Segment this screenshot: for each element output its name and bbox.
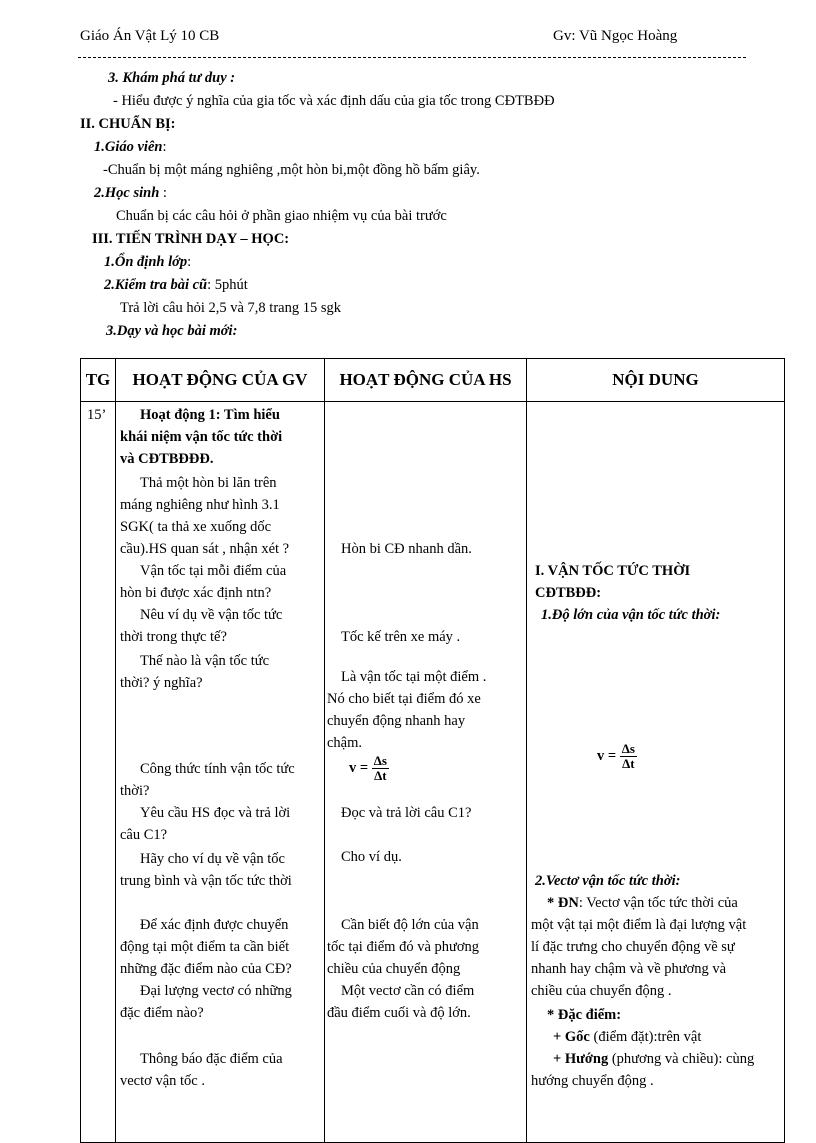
gv-hd1-a: Hoạt động 1: Tìm hiểu [140, 407, 280, 423]
tg-cell [81, 402, 116, 1143]
gv-line: đặc điểm nào? [120, 1005, 204, 1021]
col-header-tg: TG [81, 359, 116, 402]
gv-line: trung bình và vận tốc tức thời [120, 873, 292, 889]
nd-h1: I. VẬN TỐC TỨC THỜI [535, 563, 691, 579]
hs-formula-v: v = [349, 759, 369, 776]
step-2 [104, 277, 248, 294]
gv-line: Vận tốc tại mỗi điểm của [140, 563, 287, 579]
nd-h1b: CĐTBĐĐ: [535, 585, 602, 601]
hs-line: tốc tại điểm đó và phương [327, 939, 480, 955]
gv-line: thời? [120, 783, 150, 799]
step-2-text: Trả lời câu hỏi 2,5 và 7,8 trang 15 sgk [120, 300, 341, 316]
gv-line: Để xác định được chuyển [140, 917, 289, 933]
gv-line: thời trong thực tế? [120, 629, 227, 645]
nd-dn-label: * ĐN [547, 895, 579, 911]
gv-line: thời? ý nghĩa? [120, 675, 203, 691]
step-1 [104, 254, 191, 271]
hs-line: Là vận tốc tại một điểm . [341, 669, 487, 685]
gv-line: Nêu ví dụ về vận tốc tức [140, 607, 283, 623]
nd-formula-den: Δt [622, 756, 635, 771]
table-header-row [81, 359, 785, 402]
gv-line: câu C1? [120, 827, 168, 843]
step-2-title: 2.Kiểm tra bài cũ [104, 277, 208, 293]
gv-line: cầu).HS quan sát , nhận xét ? [120, 541, 290, 557]
gv-line: hòn bi được xác định ntn? [120, 585, 272, 601]
hs-line: Một vectơ cần có điểm [341, 983, 475, 999]
nd-huong-label: + Hướng [553, 1051, 609, 1067]
nd-huong-text: (phương và chiều): cùng [608, 1051, 755, 1067]
hs-formula-num: Δs [373, 753, 387, 768]
section-3-title: III. TIẾN TRÌNH DẠY – HỌC: [92, 231, 290, 247]
col-header-nd: NỘI DUNG [527, 359, 785, 402]
gv-line: SGK( ta thả xe xuống dốc [120, 519, 272, 535]
hs-title: 2.Học sinh [94, 185, 160, 201]
gv-line: máng nghiêng như hình 3.1 [120, 497, 280, 513]
gv-line: động tại một điểm ta cần biết [120, 939, 290, 955]
step-1-title: 1.Ổn định lớp [104, 254, 188, 270]
gv-line: vectơ vận tốc . [120, 1073, 205, 1089]
gv-heading [94, 139, 167, 156]
hs-text: Chuẩn bị các câu hỏi ở phần giao nhiệm vụ của bài trước [116, 208, 447, 224]
gv-colon: : [162, 139, 167, 155]
nd-goc-label: + Gốc [553, 1029, 590, 1045]
nd-line: chiều của chuyển động . [531, 983, 672, 999]
hs-line: chiều của chuyển động [327, 961, 461, 977]
hs-line: Nó cho biết tại điểm đó xe [327, 691, 481, 707]
gv-line: Công thức tính vận tốc tức [140, 761, 295, 777]
nd-goc-text: (điểm đặt):trên vật [589, 1029, 702, 1045]
gv-line: những đặc điểm nào của CĐ? [120, 961, 292, 977]
step-1-colon: : [187, 254, 192, 270]
gv-hd1-c: và CĐTBĐĐĐ. [120, 451, 214, 467]
hs-formula [349, 754, 389, 783]
nd-dd: * Đặc điểm: [547, 1007, 622, 1023]
nd-cell [527, 402, 785, 1143]
hs-line: chậm. [327, 735, 363, 751]
nd-h2: 1.Độ lớn của vận tốc tức thời: [541, 607, 721, 623]
hs-heading [94, 185, 167, 202]
gv-line: Thông báo đặc điểm của [140, 1051, 283, 1067]
nd-dn [547, 892, 738, 914]
table-row [81, 402, 785, 1143]
lesson-table [80, 358, 785, 1143]
hs-line: chuyển động nhanh hay [327, 713, 466, 729]
kp-text: - Hiểu được ý nghĩa của gia tốc và xác định dấu của gia tốc trong CĐTBĐĐ [113, 93, 555, 109]
gv-hd1-b: khái niệm vận tốc tức thời [120, 429, 283, 445]
gv-line: Thế nào là vận tốc tức [140, 653, 270, 669]
nd-formula-num: Δs [621, 741, 635, 756]
nd-formula [597, 742, 637, 771]
nd-line: lí đặc trưng cho chuyển động về sự [531, 939, 735, 955]
nd-line: nhanh hay chậm và về phương và [531, 961, 727, 977]
hs-line: Tốc kế trên xe máy . [341, 629, 461, 645]
gv-cell [116, 402, 325, 1143]
gv-line: Hãy cho ví dụ về vận tốc [140, 851, 285, 867]
gv-text: -Chuẩn bị một máng nghiêng ,một hòn bi,một đồng hồ bấm giây. [103, 162, 480, 178]
gv-line: Yêu cầu HS đọc và trả lời [140, 805, 291, 821]
gv-title: 1.Giáo viên [94, 139, 163, 155]
hs-cell [325, 402, 527, 1143]
header-left: Giáo Án Vật Lý 10 CB [80, 28, 220, 44]
step-3-title: 3.Dạy và học bài mới: [106, 323, 238, 339]
header-rule [78, 57, 746, 58]
nd-h3: 2.Vectơ vận tốc tức thời: [535, 873, 681, 889]
hs-line: Cần biết độ lớn của vận [341, 917, 479, 933]
hs-colon: : [159, 185, 167, 201]
tg-value: 15’ [87, 407, 107, 423]
col-header-hs: HOẠT ĐỘNG CỦA HS [325, 359, 527, 402]
nd-formula-v: v = [597, 747, 617, 764]
nd-huong [553, 1048, 754, 1070]
hs-line: đầu điểm cuối và độ lớn. [327, 1005, 471, 1021]
hs-line: Đọc và trả lời câu C1? [341, 805, 472, 821]
kp-title: 3. Khám phá tư duy : [108, 70, 236, 86]
col-header-gv: HOẠT ĐỘNG CỦA GV [116, 359, 325, 402]
gv-line: Đại lượng vectơ có những [140, 983, 292, 999]
gv-line: Thả một hòn bi lăn trên [140, 475, 277, 491]
nd-line: một vật tại một điểm là đại lượng vật [531, 917, 747, 933]
step-2-rest: : 5phút [207, 277, 248, 293]
header-right: Gv: Vũ Ngọc Hoàng [553, 28, 678, 44]
nd-line: hướng chuyển động . [531, 1073, 654, 1089]
nd-goc [553, 1026, 701, 1048]
hs-line: Hòn bi CĐ nhanh dần. [341, 541, 472, 557]
hs-formula-den: Δt [374, 768, 387, 783]
nd-dn-text: : Vectơ vận tốc tức thời của [578, 895, 738, 911]
section-2-title: II. CHUẨN BỊ: [80, 116, 176, 132]
hs-line: Cho ví dụ. [341, 849, 402, 865]
